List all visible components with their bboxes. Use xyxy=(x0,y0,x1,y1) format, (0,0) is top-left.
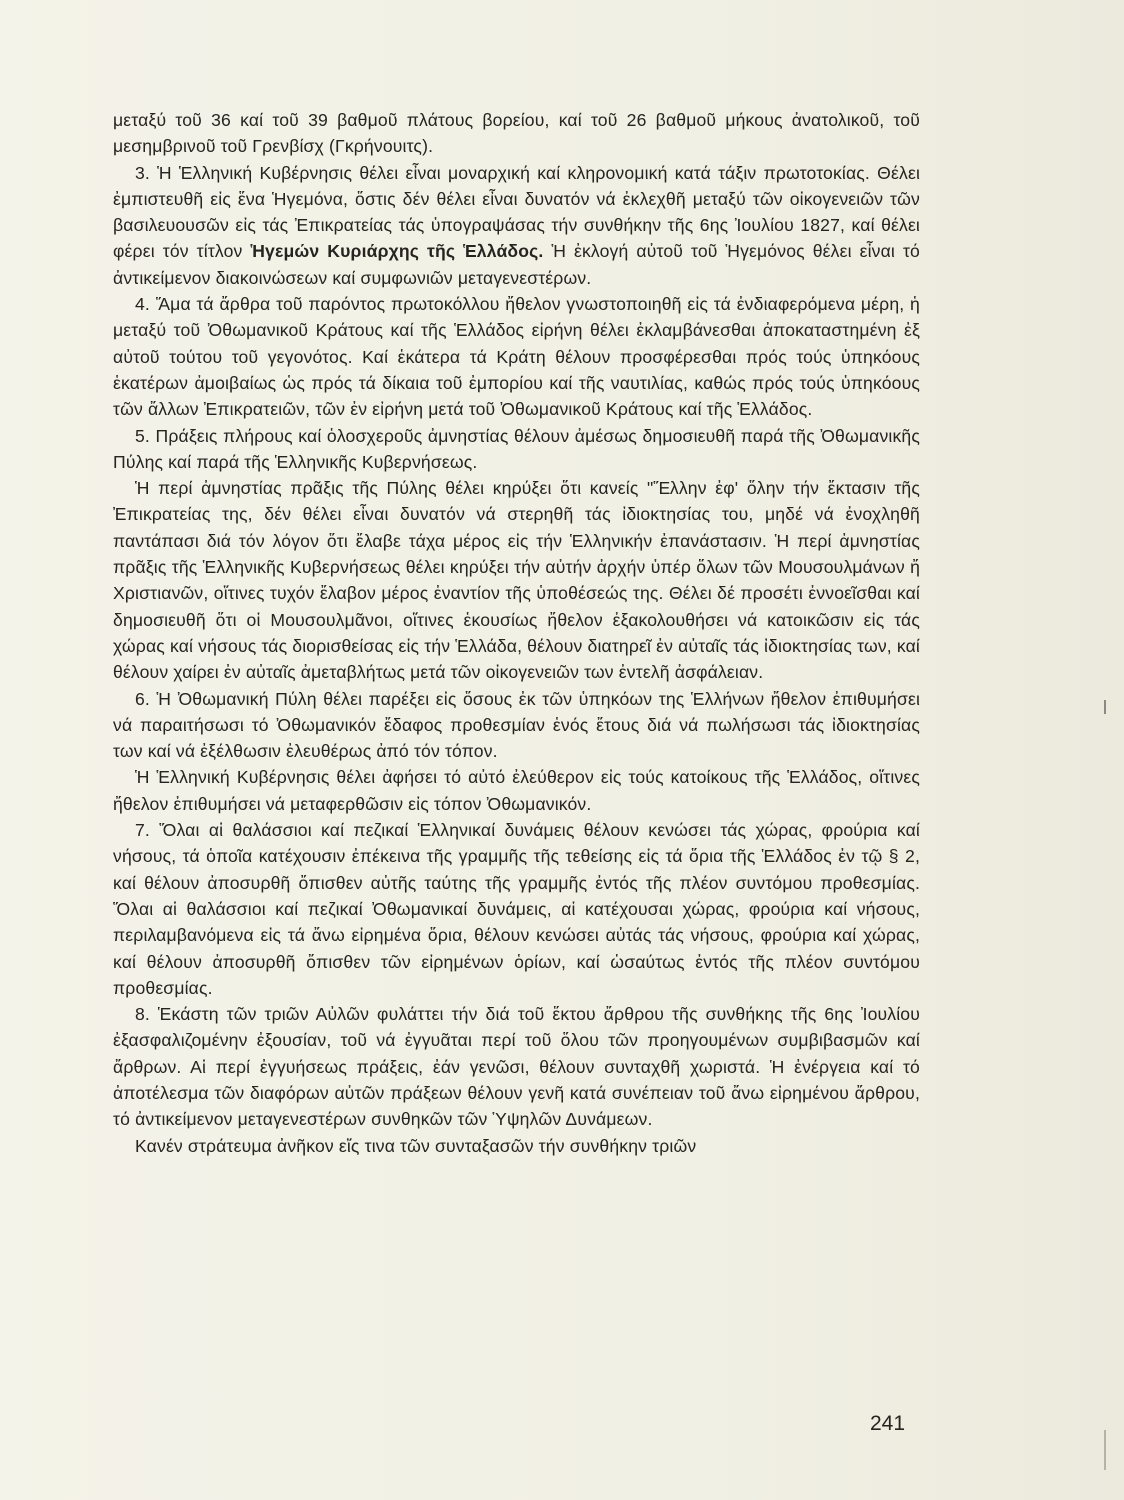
article-3-text-before: 3. Ἡ Ἑλληνική Κυβέρνησις θέλει εἶναι μοναρχική καί κληρονομική κατά τάξιν πρωτοτοκίας. Θέλει ἐμπιστευθῆ εἰς ἕνα Ἡγεμόνα, ὅστις δέν θέλει εἶναι δυνατόν νά ἐκλεχθῆ μεταξύ τῶν οἰκογενειῶν τῶν βασιλευουσῶν εἰς τάς Ἐπικρατείας τάς ὑπογραψάσας τήν συνθήκην τῆς 6ης Ἰουλίου 1827, καί θέλει φέρει τόν τίτλον xyxy=(113,162,920,262)
paragraph-greek-government: Ἡ Ἑλληνική Κυβέρνησις θέλει ἀφήσει τό αὐτό ἐλεύθερον εἰς τούς κατοίκους τῆς Ἑλλάδος, οἵτινες ἤθελον ἐπιθυμήσει νά μεταφερθῶσιν εἰς τόπον Ὀθωμανικόν. xyxy=(113,767,920,814)
paragraph-article-3 xyxy=(113,160,920,291)
paragraph-article-6: 6. Ἡ Ὀθωμανική Πύλη θέλει παρέξει εἰς ὅσους ἐκ τῶν ὑπηκόων της Ἑλλήνων ἤθελον ἐπιθυμήσει νά παραιτήσωσι τό Ὀθωμανικόν ἔδαφος προθεσμίαν ἑνός ἔτους διά νά πωλήσωσι τάς ἰδιοκτησίας των καί νά ἐξέλθωσιν ἐλευθέρως ἀπό τόν τόπον. xyxy=(113,688,920,762)
article-3-title-bold: Ἡγεμών Κυριάρχης τῆς Ἑλλάδος. xyxy=(250,241,544,262)
page-edge-mark xyxy=(1104,700,1106,714)
paragraph-article-7: 7. Ὅλαι αἱ θαλάσσιοι καί πεζικαί Ἑλληνικαί δυνάμεις θέλουν κενώσει τάς χώρας, φρούρια καί νήσους, τά ὁποῖα κατέχουσιν ἐπέκεινα τῆς γραμμῆς τῆς τεθείσης εἰς τά ὅρια τῆς Ἑλλάδος ἐν τῷ § 2, καί θέλουν ἀποσυρθῆ ὄπισθεν αὐτῆς ταύτης τῆς γραμμῆς ἐντός τῆς πλέον συντόμου προθεσμίας. Ὅλαι αἱ θαλάσσιοι καί πεζικαί Ὀθωμανικαί δυνάμεις, αἱ κατέχουσαι χώρας, φρούρια καί νήσους, περιλαμβανόμενα εἰς τά ἄνω εἰρημένα ὅρια, θέλουν κενώσει αὐτάς τάς νήσους, φρούρια καί χώρας, καί θέλουν ἀποσυρθῆ ὄπισθεν τῶν εἰρημένων ὁρίων, καί ὡσαύτως ἐντός τῆς πλέον συντόμου προθεσμίας. xyxy=(113,820,920,998)
paragraph-article-8: 8. Ἑκάστη τῶν τριῶν Αὐλῶν φυλάττει τήν διά τοῦ ἕκτου ἄρθρου τῆς συνθήκης τῆς 6ης Ἰουλίου ἐξασφαλιζομένην ἐξουσίαν, τοῦ νά ἐγγυᾶται περί τοῦ ὅλου τῶν προηγουμένων συμβιβασμῶν καί ἄρθρων. Αἱ περί ἐγγυήσεως πράξεις, ἐάν γενῶσι, θέλουν συνταχθῆ χωριστά. Ἡ ἐνέργεια καί τό ἀποτέλεσμα τῶν διαφόρων αὐτῶν πράξεων θέλουν γενῆ κατά συνέπειαν τοῦ ἄνω εἰρημένου ἄρθρου, τό ἀντικείμενον μεταγενεστέρων συνθηκῶν τῶν Ὑψηλῶν Δυνάμεων. xyxy=(113,1004,920,1130)
body-text xyxy=(113,107,920,1159)
paragraph-final: Κανέν στράτευμα ἀνῆκον εἴς τινα τῶν συνταξασῶν τήν συνθήκην τριῶν xyxy=(135,1135,697,1156)
paragraph-amnesty: Ἡ περί ἀμνηστίας πρᾶξις τῆς Πύλης θέλει κηρύξει ὅτι κανείς "Ἕλλην ἐφ' ὅλην τήν ἔκτασιν τῆς Ἐπικρατείας της, δέν θέλει εἶναι δυνατόν νά στερηθῆ τάς ἰδιοκτησίας του, μηδέ νά ἐνοχληθῆ παντάπασι διά τόν λόγον ὅτι ἔλαβε τάχα μέρος εἰς τήν Ἑλληνικήν ἐπανάστασιν. Ἡ περί ἀμνηστίας πρᾶξις τῆς Ἑλληνικῆς Κυβερνήσεως θέλει κηρύξει τήν αὐτήν ἀρχήν ὑπέρ ὅλων τῶν Μουσουλμάνων ἤ Χριστιανῶν, οἵτινες τυχόν ἔλαβον μέρος ἐναντίον τῆς ὑποθέσεώς της. Θέλει δέ προσέτι ἐννοεῖσθαι καί δημοσιευθῆ ὅτι οἱ Μουσουλμᾶνοι, οἵτινες ἑκουσίως ἤθελον ἐξακολουθήσει νά κατοικῶσιν εἰς τάς χώρας καί νήσους τάς διορισθείσας εἰς τήν Ἑλλάδα, θέλουν διατηρεῖ ἐν αὐταῖς τάς ἰδιοκτησίας των, καί θέλουν χαίρει ἐν αὐταῖς ἀμεταβλήτως μετά τῶν οἰκογενειῶν των ἐντελῆ ἀσφάλειαν. xyxy=(113,478,920,683)
paragraph-article-4: 4. Ἅμα τά ἄρθρα τοῦ παρόντος πρωτοκόλλου ἤθελον γνωστοποιηθῆ εἰς τά ἐνδιαφερόμενα μέρη, ἡ μεταξύ τοῦ Ὀθωμανικοῦ Κράτους καί τῆς Ἑλλάδος εἰρήνη θέλει ἐκλαμβάνεσθαι ἀποκαταστημένη ἐξ αὐτοῦ τούτου τοῦ γεγονότος. Καί ἑκάτερα τά Κράτη θέλουν προσφέρεσθαι πρός τούς ὑπηκόους ἑκατέρων ἀμοιβαίως ὡς πρός τά δίκαια τοῦ ἐμπορίου καί τῆς ναυτιλίας, καθώς πρός τούς ὑπηκόους τῶν ἄλλων Ἐπικρατειῶν, τῶν ἐν εἰρήνη μετά τοῦ Ὀθωμανικοῦ Κράτους καί τῆς Ἑλλάδος. xyxy=(113,294,920,420)
page-edge-mark xyxy=(1104,1430,1106,1470)
paragraph-continuation: μεταξύ τοῦ 36 καί τοῦ 39 βαθμοῦ πλάτους βορείου, καί τοῦ 26 βαθμοῦ μήκους ἀνατολικοῦ, τοῦ μεσημβρινοῦ τοῦ Γρενβίσχ (Γκρήνουιτς). xyxy=(113,110,920,157)
paragraph-article-5: 5. Πράξεις πλήρους καί ὁλοσχεροῦς ἀμνηστίας θέλουν ἀμέσως δημοσιευθῆ παρά τῆς Ὀθωμανικῆς Πύλης καί παρά τῆς Ἑλληνικῆς Κυβερνήσεως. xyxy=(113,425,920,472)
article-3-text-after: Ἡ ἐκλογή αὐτοῦ τοῦ Ἡγεμόνος θέλει εἶναι τό ἀντικείμενον διακοινώσεων καί συμφωνιῶν μεταγενεστέρων. xyxy=(113,241,920,288)
page-number: 241 xyxy=(870,1412,906,1435)
